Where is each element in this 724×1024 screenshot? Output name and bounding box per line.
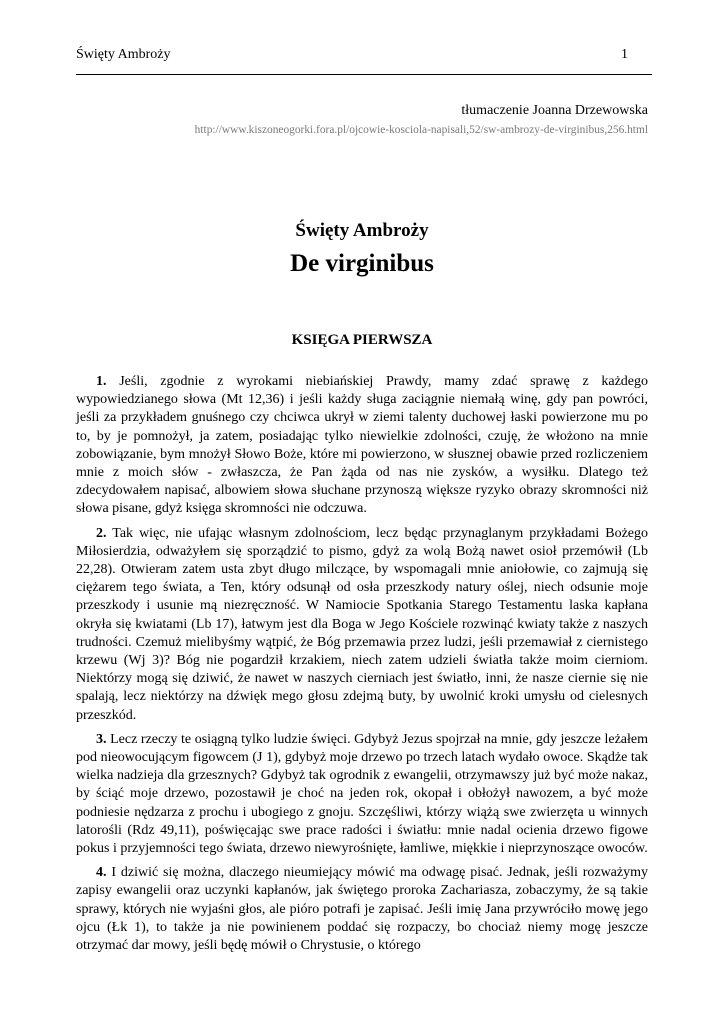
- paragraph: [76, 731, 648, 858]
- paragraph: [76, 525, 648, 725]
- source-url: http://www.kiszoneogorki.fora.pl/ojcowie-kosciola-napisali,52/sw-ambrozy-de-virginibus,256.html: [194, 124, 648, 136]
- paragraph-number: 2.: [96, 525, 107, 541]
- page-number: 1: [621, 47, 628, 62]
- paragraph-text: Jeśli, zgodnie z wyrokami niebiańskiej Prawdy, mamy zdać sprawę z każdego wypowiedzianego słowa (Mt 12,36) i jeśli każdy sługa zaciągnie niemałą winę, gdy pan powróci, jeśli za przykładem gnuśnego czy chciwca ukrył w ziemi talenty duchowej łaski powierzone mu po to, by je pomnożył, ja zatem, posiadając tylko niewielkie zdolności, czuję, że włożono na mnie zobowiązanie, bym mnożył Słowo Boże, które mi powierzono, w słusznej obawie przed rozliczeniem mnie z moich słów - zwłaszcza, że Pan żąda od nas nie zysków, a wysiłku. Dlatego też zdecydowałem napisać, albowiem słowa słuchane przynoszą większe ryzyko obrazy skromności niż słowa pisane, gdyż księga skromności nie odczuwa.: [76, 374, 649, 517]
- running-header-title: Święty Ambroży: [76, 47, 171, 62]
- header-rule: [76, 74, 652, 75]
- paragraph-number: 3.: [96, 731, 107, 747]
- author-title: Święty Ambroży: [295, 220, 429, 241]
- paragraph-number: 4.: [96, 865, 107, 881]
- book-heading: KSIĘGA PIERWSZA: [291, 332, 433, 348]
- translator-credit: tłumaczenie Joanna Drzewowska: [461, 103, 648, 118]
- paragraph-text: Lecz rzeczy te osiągną tylko ludzie święci. Gdybyż Jezus spojrzał na mnie, gdy jeszcze leżałem pod nieowocującym figowcem (J 1), gdybyż moje drzewo po trzech latach wydało owoce. Skądże tak wielka nadzieja dla grzesznych? Gdybyż tak ogrodnik z ewangelii, otrzymawszy już być może nakaz, by ściąć moje drzewo, pozostawił je choć na jeden rok, okopał i obłożył nawozem, a być może podniesie nędzarza z prochu i ubogiego z gnoju. Szczęśliwi, którzy wiążą swe zwierzęta u winnych latorośli (Rdz 49,11), poświęcając swe prace radości i światłu: mnie nadal ocienia drzewo figowe pokus i przyjemności tego świata, drzewo niewyrośnięte, łamliwe, miękkie i nieprzynoszące owoców.: [76, 731, 649, 857]
- paragraph: [76, 373, 648, 519]
- paragraph-text: Tak więc, nie ufając własnym zdolnościom, lecz będąc przynaglanym przykładami Bożego Miłosierdzia, odważyłem się sporządzić to pismo, gdyż za wolą Bożą nawet osioł przemówił (Lb 22,28). Otwieram zatem usta zbyt długo milczące, by wspomagali mnie aniołowie, co zajmują się ciężarem tego świata, a Ten, który odsunął od osła przeszkody natury oślej, niech odsunie moje przeszkody i usunie mą niezręczność. W Namiocie Spotkania Starego Testamentu laska kapłana okryła się kwiatami (Lb 17), łatwym jest dla Boga w Jego Kościele rozwinąć kwiaty także z naszych trudności. Czemuż mielibyśmy wątpić, że Bóg przemawia przez ludzi, jeśli przemawiał z ciernistego krzewu (Wj 3)? Bóg nie pogardził krzakiem, niech zatem udzieli światła także moim cierniom. Niektórzy mogą się dziwić, że nawet w naszych cierniach jest światło, inni, że nasze ciernie się nie spalają, lecz niektórzy na dźwięk mego głosu zdejmą buty, by uwolnić kroki umysłu od cielesnych przeszkód.: [76, 525, 648, 723]
- paragraph-number: 1.: [96, 374, 107, 389]
- paragraph-text: I dziwić się można, dlaczego nieumiejący mówić ma odwagę pisać. Jednak, jeśli rozważymy zapisy ewangelii oraz uczynki kapłanów, jak świętego proroka Zachariasza, zobaczymy, że są takie sprawy, których nie wyjaśni głos, ale pióro potrafi je zapisać. Jeśli imię Jana przywróciło mowę jego ojcu (Łk 1), to także ja nie powinienem poddać się rozpaczy, bo chociaż niemy mogę jeszcze otrzymać dar mowy, jeśli będę mówił o Chrystusie, o którego: [76, 865, 648, 954]
- running-header: [76, 47, 628, 63]
- work-title: De virginibus: [290, 250, 434, 277]
- body-text: [76, 373, 648, 961]
- paragraph: [76, 864, 648, 955]
